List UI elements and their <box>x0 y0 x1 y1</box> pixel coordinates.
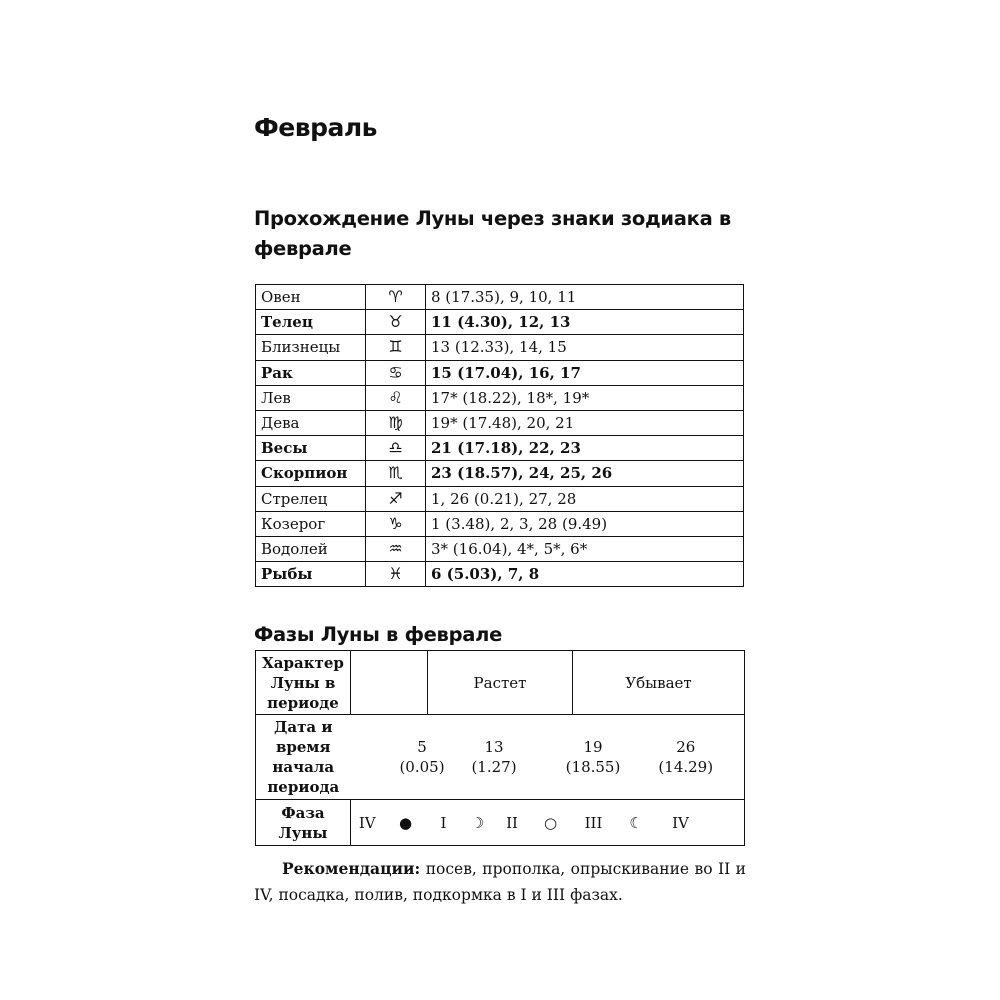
moon-dates: 19* (17.48), 20, 21 <box>426 410 744 435</box>
date-cell-2: 13 (1.27) <box>460 715 529 800</box>
sign-name: Скорпион <box>256 461 366 486</box>
phase-i: I <box>428 800 460 846</box>
date-cell-4: 26 (14.29) <box>658 715 745 800</box>
phase-label: Фаза Луны <box>256 800 351 846</box>
sign-name: Стрелец <box>256 486 366 511</box>
zodiac-row <box>256 310 744 335</box>
zodiac-sign-icon: ♑︎ <box>366 511 426 536</box>
zodiac-sign-icon: ♐︎ <box>366 486 426 511</box>
moon-dates: 11 (4.30), 12, 13 <box>426 310 744 335</box>
zodiac-sign-icon: ♎︎ <box>366 436 426 461</box>
phase-ii: II <box>496 800 529 846</box>
zodiac-row <box>256 285 744 310</box>
moon-dates: 23 (18.57), 24, 25, 26 <box>426 461 744 486</box>
sign-name: Рак <box>256 360 366 385</box>
zodiac-row <box>256 410 744 435</box>
moon-dates: 3* (16.04), 4*, 5*, 6* <box>426 536 744 561</box>
waning-cell: Убывает <box>573 651 745 715</box>
zodiac-sign-icon: ♉︎ <box>366 310 426 335</box>
moon-dates: 17* (18.22), 18*, 19* <box>426 385 744 410</box>
sign-name: Дева <box>256 410 366 435</box>
zodiac-table <box>255 284 744 587</box>
zodiac-sign-icon: ♏︎ <box>366 461 426 486</box>
zodiac-sign-icon: ♒︎ <box>366 536 426 561</box>
recommendations <box>254 856 746 908</box>
zodiac-row <box>256 486 744 511</box>
zodiac-row <box>256 536 744 561</box>
moon-dates: 15 (17.04), 16, 17 <box>426 360 744 385</box>
moon-dates: 8 (17.35), 9, 10, 11 <box>426 285 744 310</box>
zodiac-row <box>256 562 744 587</box>
new-moon-icon: ● <box>384 800 428 846</box>
zodiac-sign-icon: ♈︎ <box>366 285 426 310</box>
date-cell-1: 5 (0.05) <box>351 715 460 800</box>
zodiac-sign-icon: ♍︎ <box>366 410 426 435</box>
zodiac-row <box>256 461 744 486</box>
zodiac-heading: Прохождение Луны через знаки зодиака в феврале <box>254 207 731 260</box>
moon-phases-table <box>255 650 745 846</box>
sign-name: Рыбы <box>256 562 366 587</box>
zodiac-sign-icon: ♋︎ <box>366 360 426 385</box>
sign-name: Близнецы <box>256 335 366 360</box>
sign-name: Козерог <box>256 511 366 536</box>
moon-dates: 1 (3.48), 2, 3, 28 (9.49) <box>426 511 744 536</box>
moon-dates: 6 (5.03), 7, 8 <box>426 562 744 587</box>
page-title: Февраль <box>254 113 377 142</box>
recommendations-text: посев, прополка, опрыскивание во II и IV, посадка, полив, подкормка в I и III фазах. <box>254 860 746 904</box>
sign-name: Лев <box>256 385 366 410</box>
phase-iv-end: IV <box>658 800 704 846</box>
phases-heading: Фазы Луны в феврале <box>254 623 503 646</box>
phase-spacer <box>704 800 745 846</box>
growing-cell: Растет <box>428 651 573 715</box>
moon-dates: 1, 26 (0.21), 27, 28 <box>426 486 744 511</box>
date-cell-3: 19 (18.55) <box>529 715 658 800</box>
zodiac-row <box>256 511 744 536</box>
zodiac-sign-icon: ♊︎ <box>366 335 426 360</box>
zodiac-sign-icon: ♓︎ <box>366 562 426 587</box>
phase-iii: III <box>573 800 615 846</box>
moon-dates: 13 (12.33), 14, 15 <box>426 335 744 360</box>
date-label: Дата и время начала периода <box>256 715 351 800</box>
sign-name: Водолей <box>256 536 366 561</box>
zodiac-row <box>256 436 744 461</box>
sign-name: Овен <box>256 285 366 310</box>
recommendations-label: Рекомендации: <box>282 859 421 878</box>
phase-iv-start: IV <box>351 800 384 846</box>
first-quarter-icon: ☽ <box>460 800 496 846</box>
sign-name: Весы <box>256 436 366 461</box>
zodiac-row <box>256 335 744 360</box>
zodiac-row <box>256 360 744 385</box>
character-label: Характер Луны в периоде <box>256 651 351 715</box>
last-quarter-icon: ☾ <box>615 800 658 846</box>
empty-cell <box>351 651 428 715</box>
full-moon-icon: ○ <box>529 800 573 846</box>
zodiac-row <box>256 385 744 410</box>
zodiac-sign-icon: ♌︎ <box>366 385 426 410</box>
moon-dates: 21 (17.18), 22, 23 <box>426 436 744 461</box>
sign-name: Телец <box>256 310 366 335</box>
